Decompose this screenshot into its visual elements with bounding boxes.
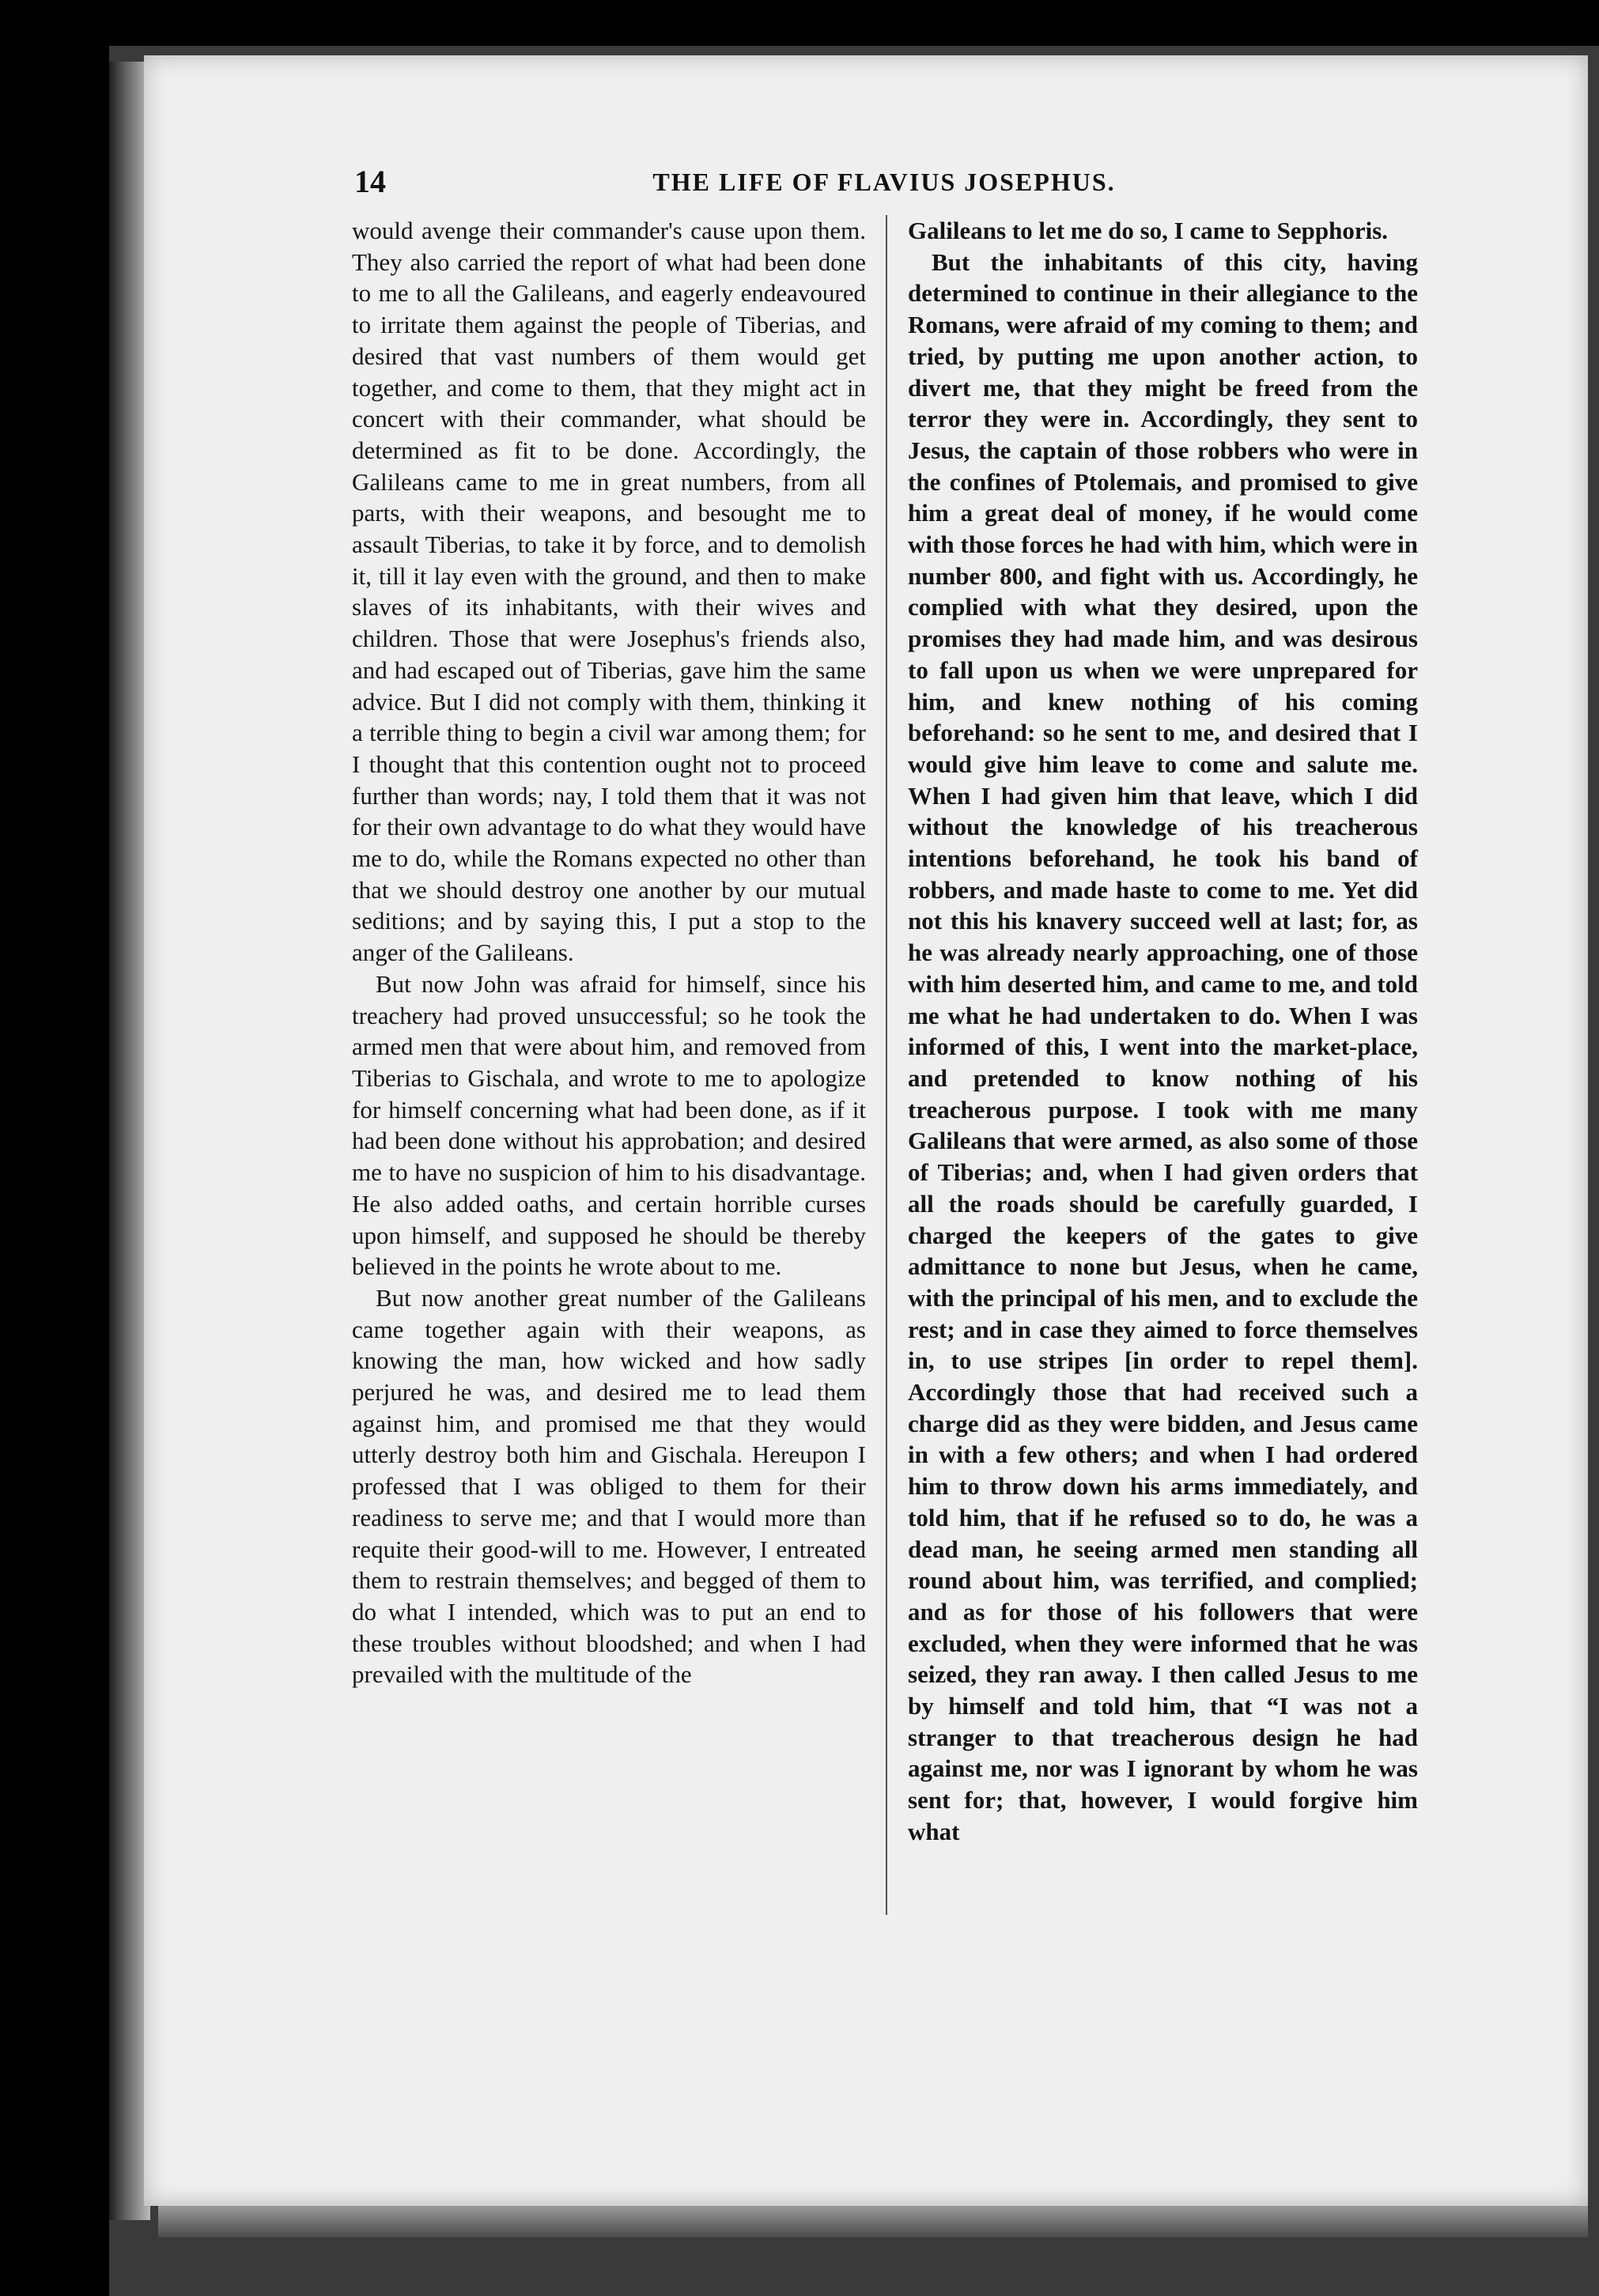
left-paragraph-1: would avenge their commander's cause upon them. They also carried the report of what had been done to me to all the Galileans, and eagerly endeavoured to irritate them against the people of Tiberias, and desired that vast numbers of them would get together, and come to them, that they might act in concert with their commander, what should be determined as fit to be done. Accordingly, the Galileans came to me in great numbers, from all parts, with their weapons, and besought me to assault Tiberias, to take it by force, and to demolish it, till it lay even with the ground, and then to make slaves of its inhabitants, with their wives and children. Those that were Josephus's friends also, and had escaped out of Tiberias, gave him the same advice. But I did not comply with them, thinking it a terrible thing to begin a civil war among them; for I thought that this contention ought not to proceed further than words; nay, I told them that it was not for their own advantage to do what they would have me to do, while the Romans expected no other than that we should destroy one another by our mutual seditions; and by saying this, I put a stop to the anger of the Galileans. <box>352 217 866 967</box>
page-number: 14 <box>354 164 386 199</box>
running-head <box>354 158 1414 206</box>
page-bottom-edge <box>158 2206 1588 2237</box>
left-paragraph-3: But now another great number of the Galileans came together again with their weapons, as knowing the man, how wicked and how sadly perjured he was, and desired me to lead them against him, and promised me that they would utterly destroy both him and Gischala. Hereupon I professed that I was obliged to them for their readiness to serve me; and that I would more than requite their good-will to me. However, I entreated them to restrain themselves; and begged of them to do what I intended, which was to put an end to these troubles without bloodshed; and when I had prevailed with the multitude of the <box>352 1283 866 1689</box>
left-column <box>352 215 866 1690</box>
right-column <box>908 215 1418 1848</box>
right-paragraph-2: But the inhabitants of this city, having determined to continue in their allegiance to the Romans, were afraid of my coming to them; and tried, by putting me upon another action, to divert me, that they might be freed from the terror they were in. Accordingly, they sent to Jesus, the captain of those robbers who were in the confines of Ptolemais, and promised to give him a great deal of money, if he would come with those forces he had with him, which were in number 800, and fight with us. Accordingly, he complied with what they desired, upon the promises they had made him, and was desirous to fall upon us when we were unprepared for him, and knew nothing of his coming beforehand: so he sent to me, and desired that I would give him leave to come and salute me. When I had given him that leave, which I did without the knowledge of his treacherous intentions beforehand, he took his band of robbers, and made haste to come to me. Yet did not this his knavery succeed well at last; for, as he was already nearly approaching, one of those with him deserted him, and came to me, and told me what he had undertaken to do. When I was informed of this, I went into the market-place, and pretended to know nothing of his treacherous purpose. I took with me many Galileans that were armed, as also some of those of Tiberias; and, when I had given orders that all the roads should be carefully guarded, I charged the keepers of the gates to give admittance to none but Jesus, when he came, with the principal of his men, and to exclude the rest; and in case they aimed to force themselves in, to use stripes [in order to repel them]. Accordingly those that had received such a charge did as they were bidden, and Jesus came in with a few others; and when I had ordered him to throw down his arms immediately, and told him, that if he refused so to do, he was a dead man, he seeing armed men standing all round about him, was terrified, and complied; and as for those of his followers that were excluded, when they were informed that he was seized, they ran away. I then called Jesus to me by himself and told him, that “I was not a stranger to that treacherous design he had against me, nor was I ignorant by whom he was sent for; that, however, I would forgive him what <box>908 247 1418 1845</box>
book-title: THE LIFE OF FLAVIUS JOSEPHUS. <box>652 168 1116 196</box>
left-paragraph-2: But now John was afraid for himself, since his treachery had proved unsuccessful; so he took the armed men that were about him, and removed from Tiberias to Gischala, and wrote to me to apologize for himself concerning what had been done, as if it had been done without his approbation; and desired me to have no suspicion of him to his disadvantage. He also added oaths, and certain horrible curses upon himself, and supposed he should be thereby believed in the points he wrote about to me. <box>352 969 866 1281</box>
column-divider <box>886 215 887 1915</box>
right-paragraph-1: Galileans to let me do so, I came to Sepphoris. <box>908 217 1389 244</box>
